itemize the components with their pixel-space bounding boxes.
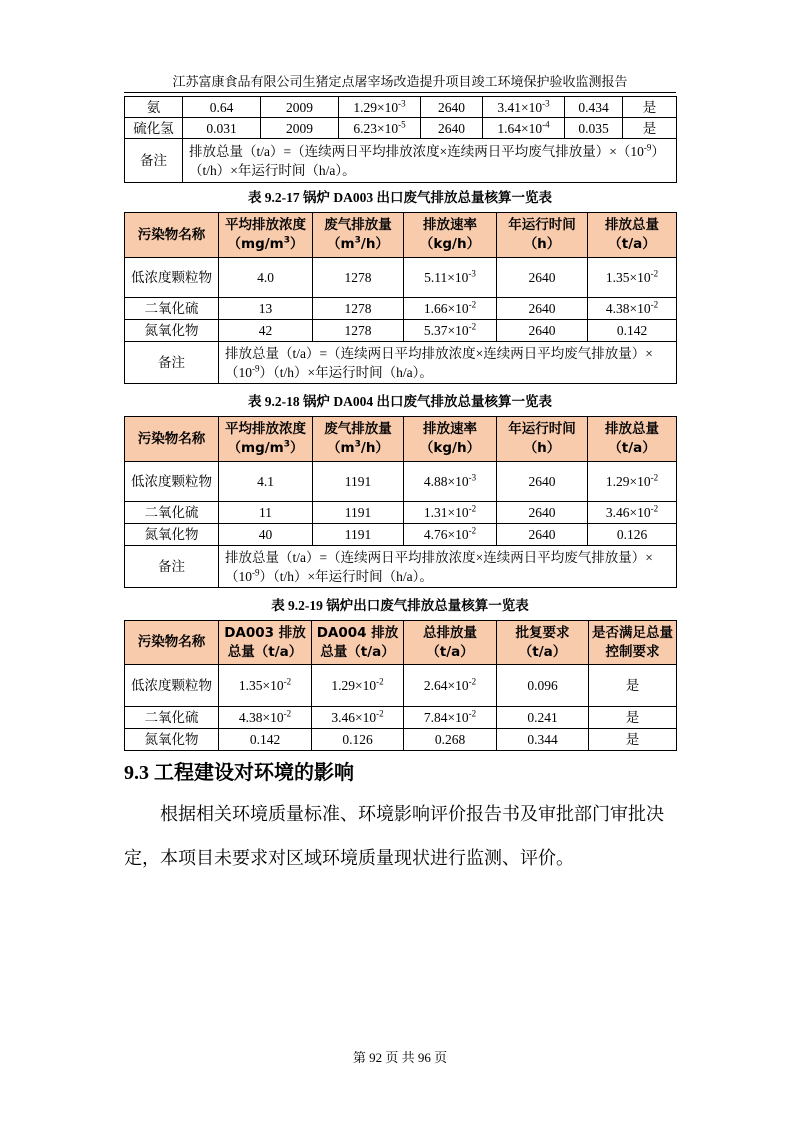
table-cell: 氮氧化物	[125, 729, 219, 751]
header-cell: 平均排放浓度$(mg/m^3)$	[219, 213, 313, 258]
table-cell: 0.241	[497, 707, 589, 729]
section-paragraph-line-2: 定，本项目未要求对区域环境质量现状进行监测、评价。	[124, 848, 574, 868]
header-cell: 是否满足总量控制要求	[589, 621, 677, 665]
header-cell: 批复要求（t/a）	[497, 621, 589, 665]
table-row	[125, 118, 677, 139]
table-cell: 0.126	[312, 729, 404, 751]
table-caption-9-2-17: 表 9.2-17 锅炉 DA003 出口废气排放总量核算一览表	[247, 190, 553, 205]
table-cell: 2640	[497, 258, 588, 298]
table-cell: 0.031	[183, 118, 261, 139]
page-footer: 第 92 页 共 96 页	[352, 1050, 448, 1065]
header-cell: 年运行时间（h）	[497, 213, 588, 258]
table-cell: 二氧化硫	[125, 707, 219, 729]
table-cell: 1191	[313, 524, 404, 546]
table-caption-9-2-19: 表 9.2-19 锅炉出口废气排放总量核算一览表	[271, 598, 529, 613]
header-divider	[124, 92, 676, 93]
table-cell: $4.38\times 10^{-2}$	[219, 707, 312, 729]
header-row	[125, 213, 677, 258]
table-cell: 13	[219, 298, 313, 320]
header-row	[125, 417, 677, 462]
table-cell: $1.66\times 10^{-2}$	[404, 298, 497, 320]
table-cell: 2640	[421, 118, 483, 139]
table-cell: 1278	[313, 320, 404, 342]
note-text: 排放总量（t/a）=（连续两日平均排放浓度×连续两日平均废气排放量）$\times(10^{-9})(t/h)\times$年运行时间（h/a）。	[219, 546, 677, 588]
note-row	[125, 342, 677, 384]
header-row	[125, 621, 677, 665]
section-title-9-3: 9.3 工程建设对环境的影响	[124, 762, 354, 784]
header-cell: 排放速率（kg/h）	[404, 417, 497, 462]
table-cell: 4.1	[219, 462, 313, 502]
table-row	[125, 258, 677, 298]
table-cell: $4.38\times 10^{-2}$	[588, 298, 677, 320]
table-row	[125, 707, 677, 729]
note-row	[125, 139, 677, 183]
table-cell: 0.142	[588, 320, 677, 342]
table-cell: 是	[589, 707, 677, 729]
table-cell: 低浓度颗粒物	[125, 462, 219, 502]
table-cell: 0.096	[497, 665, 589, 707]
table-cell: $1.29\times 10^{-3}$	[339, 97, 421, 118]
table-cell: 0.035	[565, 118, 623, 139]
table-cell: $3.46\times 10^{-2}$	[588, 502, 677, 524]
table-row	[125, 729, 677, 751]
header-cell: 排放总量（t/a）	[588, 213, 677, 258]
table-cell: $7.84\times 10^{-2}$	[404, 707, 497, 729]
header-cell: DA004 排放总量（t/a）	[312, 621, 404, 665]
table-row	[125, 298, 677, 320]
table-caption-9-2-18: 表 9.2-18 锅炉 DA004 出口废气排放总量核算一览表	[247, 394, 553, 409]
note-label: 备注	[125, 139, 183, 183]
table-cell: $1.35\times 10^{-2}$	[588, 258, 677, 298]
table-cell: 0.126	[588, 524, 677, 546]
table-cell: 2009	[261, 97, 339, 118]
note-label: 备注	[125, 546, 219, 588]
header-cell: 废气排放量$(m^3/h)$	[313, 213, 404, 258]
note-text: 排放总量（t/a）=（连续两日平均排放浓度×连续两日平均废气排放量）$\times(10^{-9})(t/h)\times$年运行时间（h/a）。	[183, 139, 677, 183]
header-cell: 废气排放量$(m^3/h)$	[313, 417, 404, 462]
header-cell: 污染物名称	[125, 213, 219, 258]
table-cell: 是	[589, 729, 677, 751]
table-cell: $5.11\times 10^{-3}$	[404, 258, 497, 298]
table-cell: $1.31\times 10^{-2}$	[404, 502, 497, 524]
table-cell: 2009	[261, 118, 339, 139]
table-9-2-18	[124, 416, 677, 588]
table-cell: 二氧化硫	[125, 502, 219, 524]
table-cell: 氮氧化物	[125, 524, 219, 546]
table-cell: 低浓度颗粒物	[125, 665, 219, 707]
table-cell: $1.29\times 10^{-2}$	[588, 462, 677, 502]
table-cell: 0.268	[404, 729, 497, 751]
table-cell: $1.29\times 10^{-2}$	[312, 665, 404, 707]
table-cell: 1191	[313, 502, 404, 524]
table-cell: 氨	[125, 97, 183, 118]
table-cell: 42	[219, 320, 313, 342]
table-9-2-19	[124, 620, 677, 751]
table-cell: 0.64	[183, 97, 261, 118]
table-cell: 0.142	[219, 729, 312, 751]
table-row	[125, 665, 677, 707]
table-cell: $4.76\times 10^{-2}$	[404, 524, 497, 546]
header-cell: 年运行时间（h）	[497, 417, 588, 462]
note-label: 备注	[125, 342, 219, 384]
table-cell: 11	[219, 502, 313, 524]
table-cell: 是	[589, 665, 677, 707]
header-cell: 排放总量（t/a）	[588, 417, 677, 462]
section-paragraph-line-1: 根据相关环境质量标准、环境影响评价报告书及审批部门审批决	[160, 804, 664, 824]
note-text: 排放总量（t/a）=（连续两日平均排放浓度×连续两日平均废气排放量）$\times(10^{-9})(t/h)\times$年运行时间（h/a）。	[219, 342, 677, 384]
note-row	[125, 546, 677, 588]
table-cell: 低浓度颗粒物	[125, 258, 219, 298]
table-cell: 2640	[497, 524, 588, 546]
table-cell: 40	[219, 524, 313, 546]
table-cell: $4.88\times 10^{-3}$	[404, 462, 497, 502]
table-cell: 1278	[313, 258, 404, 298]
table-row	[125, 502, 677, 524]
table-cell: 4.0	[219, 258, 313, 298]
table-cell: 2640	[497, 502, 588, 524]
table-cell: $1.64\times 10^{-4}$	[483, 118, 565, 139]
table-cell: 二氧化硫	[125, 298, 219, 320]
table-row	[125, 97, 677, 118]
table-cell: 是	[623, 97, 677, 118]
table-cell: $5.37\times 10^{-2}$	[404, 320, 497, 342]
table-cell: 2640	[497, 298, 588, 320]
table-9-2-17	[124, 212, 677, 384]
table-cell: 1278	[313, 298, 404, 320]
table-cell: $3.46\times 10^{-2}$	[312, 707, 404, 729]
table-cell: $6.23\times 10^{-5}$	[339, 118, 421, 139]
table-cell: 2640	[497, 320, 588, 342]
table-row	[125, 462, 677, 502]
table-cell: 1191	[313, 462, 404, 502]
header-cell: 污染物名称	[125, 621, 219, 665]
table-cell: 2640	[421, 97, 483, 118]
table-cell: 0.344	[497, 729, 589, 751]
table-cell: 硫化氢	[125, 118, 183, 139]
header-cell: 总排放量（t/a）	[404, 621, 497, 665]
table-row	[125, 524, 677, 546]
table-cell: 是	[623, 118, 677, 139]
table-continuation	[124, 96, 677, 183]
table-cell: $3.41\times 10^{-3}$	[483, 97, 565, 118]
table-cell: 氮氧化物	[125, 320, 219, 342]
table-cell: $1.35\times 10^{-2}$	[219, 665, 312, 707]
table-cell: 2640	[497, 462, 588, 502]
report-header: 江苏富康食品有限公司生猪定点屠宰场改造提升项目竣工环境保护验收监测报告	[172, 74, 628, 89]
table-cell: $2.64\times 10^{-2}$	[404, 665, 497, 707]
table-cell: 0.434	[565, 97, 623, 118]
header-cell: 污染物名称	[125, 417, 219, 462]
header-cell: 排放速率（kg/h）	[404, 213, 497, 258]
header-cell: DA003 排放总量（t/a）	[219, 621, 312, 665]
header-cell: 平均排放浓度$(mg/m^3)$	[219, 417, 313, 462]
table-row	[125, 320, 677, 342]
